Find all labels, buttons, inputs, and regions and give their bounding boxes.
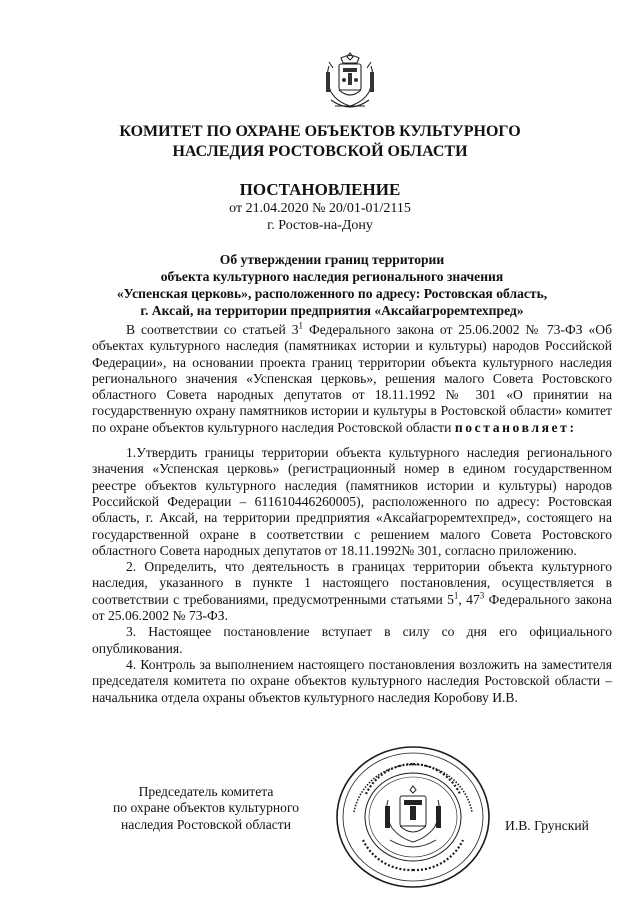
- official-seal-icon: [332, 742, 494, 892]
- item-2-text-1: 2. Определить, что деятельность в границах территории объекта культурного наследия, указанного в пункте 1 настоящего постановления, осуществляется в соответствии с требованиями, предусмотренными статьями 5: [92, 559, 612, 607]
- subject-line-4: г. Аксай, на территории предприятия «Аксайагроремтехпред»: [140, 303, 524, 318]
- document-body: [92, 322, 612, 706]
- signer-title-line-1: Председатель комитета: [138, 784, 274, 799]
- signer-title-line-2: по охране объектов культурного: [112, 800, 300, 816]
- item-2-superscript-2: 3: [479, 590, 485, 601]
- preamble-paragraph: [92, 322, 612, 436]
- item-1: 1.Утвердить границы территории объекта культурного наследия регионального значения «Успенская церковь» (регистрационный номер в едином государственном реестре объектов культурного наследия (памятников истории и культуры) народов Российской Федерации – 611610446260005), расположенного по адресу: Ростовская область, г. Аксай, на территории предприятия «Аксайагроремтехпред», состоящего на государственной охране в соответствии с решением малого Совета Ростовского областного Совета народных депутатов от 18.11.1992№ 301, согласно приложению.: [92, 445, 612, 558]
- subject-line-2: объекта культурного наследия регионального значения: [160, 269, 504, 284]
- item-2-text-2: , 47: [458, 591, 480, 607]
- document-date-number: от 21.04.2020 № 20/01-01/2115: [229, 201, 411, 216]
- preamble-text-1: В соответствии со статьей 3: [126, 322, 299, 337]
- resolves-word: постановляет:: [454, 419, 577, 435]
- subject-line-1: Об утверждении границ территории: [219, 252, 445, 267]
- item-2-superscript-1: 1: [453, 590, 459, 601]
- subject-line-3: «Успенская церковь», расположенного по адресу: Ростовская область,: [116, 286, 548, 301]
- committee-line-2: НАСЛЕДИЯ РОСТОВСКОЙ ОБЛАСТИ: [172, 143, 468, 160]
- signer-name: И.В. Грунский: [505, 818, 589, 833]
- item-4: 4. Контроль за выполнением настоящего постановления возложить на заместителя председателя комитета по охране объектов культурного наследия Ростовской области – начальника отдела охраны объектов культурного наследия Коробову И.В.: [92, 656, 612, 705]
- preamble-superscript: 1: [298, 320, 304, 331]
- coat-of-arms-icon: [323, 50, 377, 114]
- item-2-text-3: Федерального закона от 25.06.2002 № 73-ФЗ.: [92, 591, 613, 624]
- item-2: [92, 559, 612, 624]
- item-3: 3. Настоящее постановление вступает в силу со дня его официального опубликования.: [92, 624, 612, 656]
- signer-title-line-3: наследия Ростовской области: [121, 816, 291, 832]
- committee-line-1: КОМИТЕТ ПО ОХРАНЕ ОБЪЕКТОВ КУЛЬТУРНОГО: [119, 123, 521, 140]
- document-city: г. Ростов-на-Дону: [267, 218, 373, 233]
- preamble-text-2: Федерального закона от 25.06.2002 № 73-ФЗ «Об объектах культурного наследия (памятниках истории и культуры) народов Российской Федерации», на основании проекта границ территории объекта культурного наследия регионального значения «Успенская церковь», решения малого Совета Ростовского областного Совета народных депутатов от 18.11.1992 № 301 «О принятии на государственную охрану памятников истории и культуры в Ростовской области» комитет по охране объектов культурного наследия Ростовской области: [92, 322, 612, 435]
- signer-title: [96, 784, 316, 833]
- committee-name: [0, 122, 640, 162]
- document-subject: [92, 251, 572, 319]
- document-type: ПОСТАНОВЛЕНИЕ: [239, 180, 401, 199]
